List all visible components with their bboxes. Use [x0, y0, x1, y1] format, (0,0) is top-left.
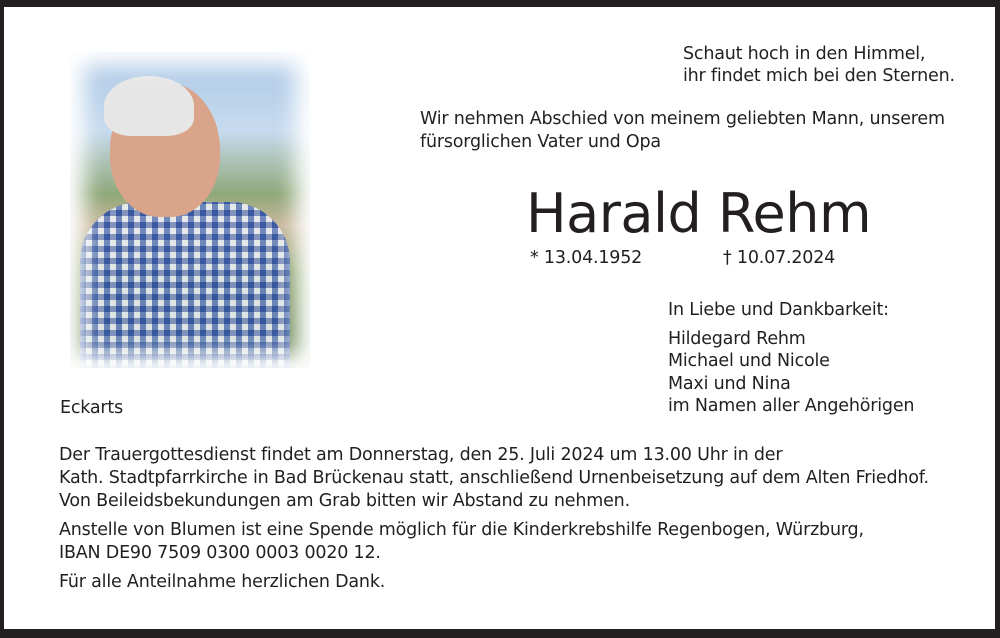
mourner: Hildegard Rehm: [668, 329, 806, 349]
place: Eckarts: [60, 398, 124, 418]
service-line: Von Beileidsbekundungen am Grab bitten wir Abstand zu nehmen.: [59, 491, 630, 511]
mourner: Maxi und Nina: [668, 374, 791, 394]
service-line: Der Trauergottesdienst findet am Donnerstag, den 25. Juli 2024 um 13.00 Uhr in der: [59, 445, 783, 465]
mourners-heading: In Liebe und Dankbarkeit:: [668, 300, 889, 320]
death-date: † 10.07.2024: [723, 248, 836, 268]
portrait-photo: [70, 52, 310, 368]
mourner: Michael und Nicole: [668, 351, 830, 371]
quote-line-1: Schaut hoch in den Himmel,: [683, 44, 926, 64]
obituary-notice: [4, 7, 995, 629]
donation-iban: IBAN DE90 7509 0300 0003 0020 12.: [59, 543, 381, 563]
intro-line-1: Wir nehmen Abschied von meinem geliebten Mann, unserem: [420, 109, 945, 129]
donation-line: Anstelle von Blumen ist eine Spende möglich für die Kinderkrebshilfe Regenbogen, Würzburg,: [59, 520, 864, 540]
intro-line-2: fürsorglichen Vater und Opa: [420, 132, 661, 152]
mourner: im Namen aller Angehörigen: [668, 396, 915, 416]
quote-line-2: ihr findet mich bei den Sternen.: [683, 66, 955, 86]
thanks: Für alle Anteilnahme herzlichen Dank.: [59, 572, 386, 592]
birth-date: * 13.04.1952: [530, 248, 643, 268]
service-line: Kath. Stadtpfarrkirche in Bad Brückenau statt, anschließend Urnenbeisetzung auf dem Alten Friedhof.: [59, 468, 929, 488]
deceased-name: Harald Rehm: [526, 182, 872, 245]
